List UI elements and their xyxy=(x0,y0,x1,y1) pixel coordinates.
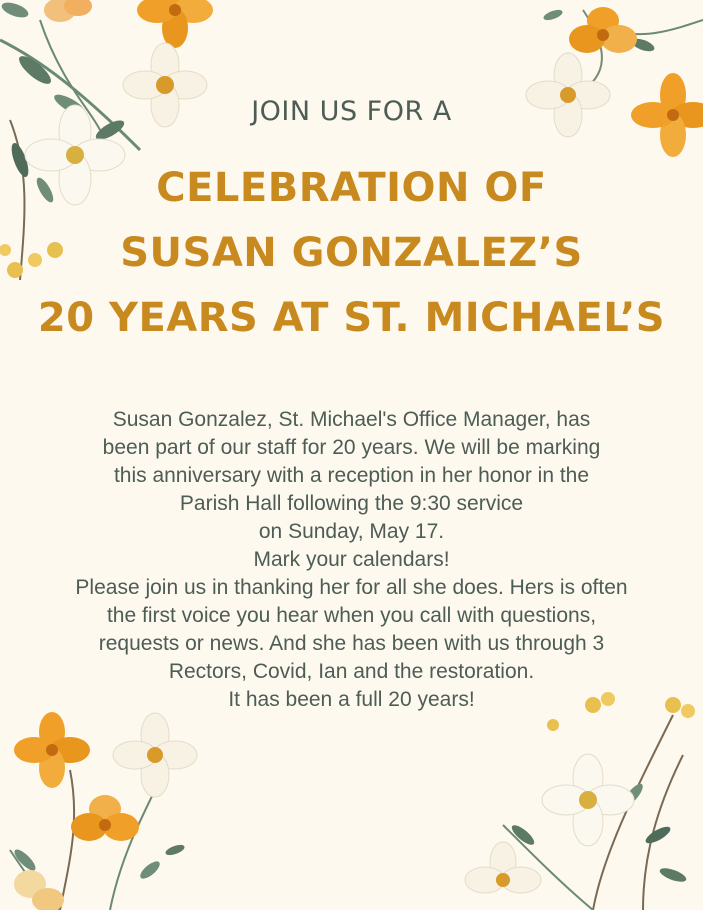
body-line: It has been a full 20 years! xyxy=(228,688,475,711)
body-line: Susan Gonzalez, St. Michael's Office Manager, has xyxy=(112,408,591,431)
floral-corner-bottom-right xyxy=(443,685,703,910)
intro-text: JOIN US FOR A xyxy=(251,96,452,127)
announcement-body xyxy=(14,406,689,714)
body-line: been part of our staff for 20 years. We will be marking xyxy=(102,436,601,459)
body-line: on Sunday, May 17. xyxy=(258,520,445,543)
body-line: Parish Hall following the 9:30 service xyxy=(179,492,524,515)
headline xyxy=(0,156,703,351)
headline-line-3: 20 YEARS AT ST. MICHAEL’S xyxy=(37,295,666,341)
body-line: Please join us in thanking her for all she does. Hers is often xyxy=(75,576,628,599)
body-line: Rectors, Covid, Ian and the restoration. xyxy=(168,660,535,683)
body-line: the first voice you hear when you call with questions, xyxy=(106,604,597,627)
body-line: requests or news. And she has been with us through 3 xyxy=(98,632,605,655)
headline-line-1: CELEBRATION OF xyxy=(156,165,547,211)
floral-corner-top-right xyxy=(523,0,703,170)
body-line: this anniversary with a reception in her honor in the xyxy=(113,464,590,487)
headline-line-2: SUSAN GONZALEZ’S xyxy=(120,230,583,276)
body-line: Mark your calendars! xyxy=(253,548,450,571)
floral-corner-bottom-left xyxy=(0,710,220,910)
